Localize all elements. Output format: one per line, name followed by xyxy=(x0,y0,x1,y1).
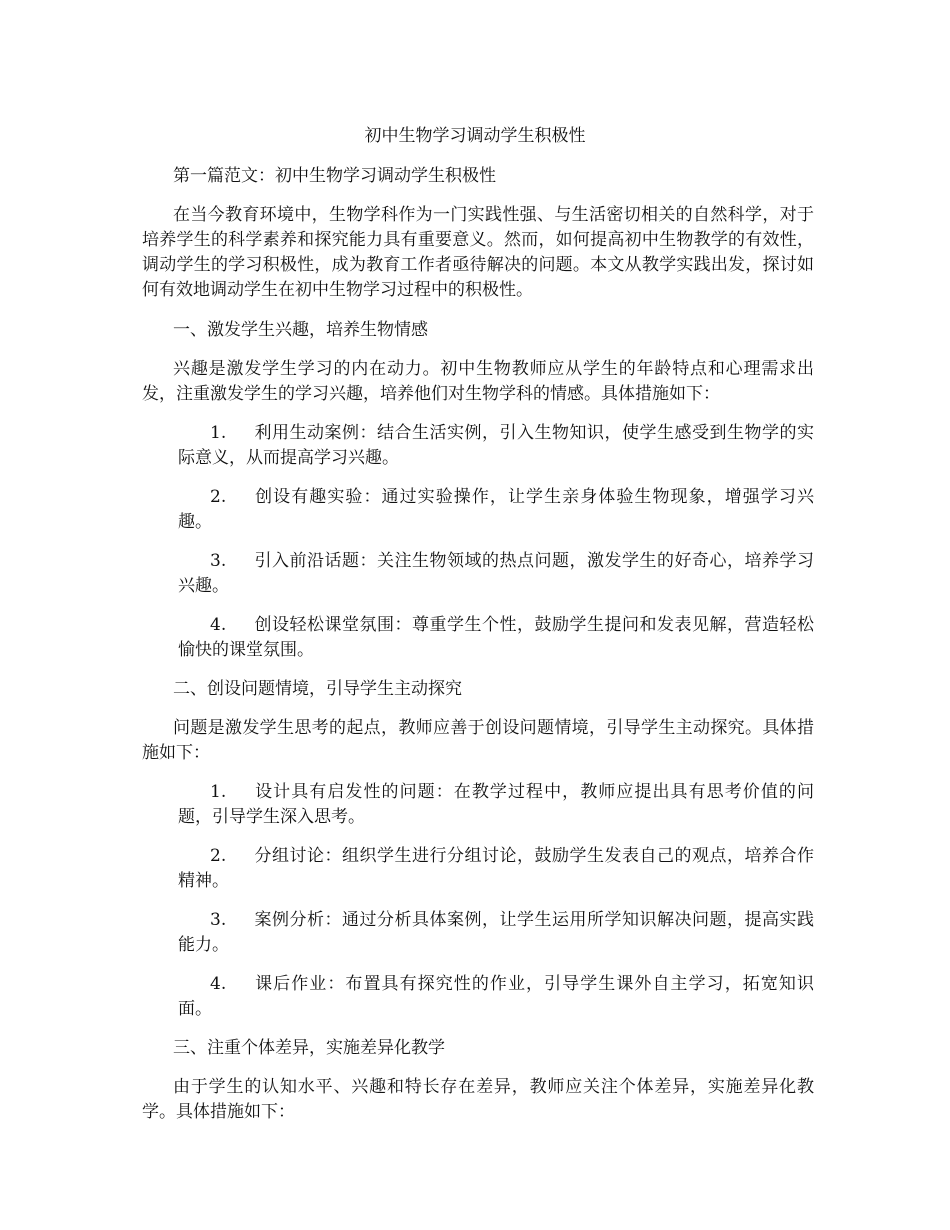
document-title: 初中生物学习调动学生积极性 xyxy=(364,126,586,146)
section-heading: 一、激发学生兴趣，培养生物情感 xyxy=(173,320,428,340)
list-item-text: 引入前沿话题：关注生物领域的热点问题，激发学生的好奇心，培养学习兴趣。 xyxy=(178,551,814,596)
list-item xyxy=(142,549,814,599)
intro-paragraph: 在当今教育环境中，生物学科作为一门实践性强、与生活密切相关的自然科学，对于培养学生的科学素养和探究能力具有重要意义。然而，如何提高初中生物教学的有效性，调动学生的学习积极性，成为教育工作者亟待解决的问题。本文从教学实践出发，探讨如何有效地调动学生在初中生物学习过程中的积极性。 xyxy=(142,205,814,300)
list-item-number: 2. xyxy=(210,846,227,866)
section-paragraph: 问题是激发学生思考的起点，教师应善于创设问题情境，引导学生主动探究。具体措施如下： xyxy=(142,718,814,763)
section-paragraph: 兴趣是激发学生学习的内在动力。初中生物教师应从学生的年龄特点和心理需求出发，注重激发学生的学习兴趣，培养他们对生物学科的情感。具体措施如下： xyxy=(142,359,814,404)
section-paragraph: 由于学生的认知水平、兴趣和特长存在差异，教师应关注个体差异，实施差异化教学。具体措施如下： xyxy=(142,1077,814,1122)
list-item xyxy=(142,780,814,830)
document-body xyxy=(142,164,814,1125)
list-item-text: 课后作业：布置具有探究性的作业，引导学生课外自主学习，拓宽知识面。 xyxy=(178,974,814,1019)
list-item-number: 4. xyxy=(210,974,227,994)
list-item xyxy=(142,421,814,471)
list-item xyxy=(142,485,814,535)
section-heading: 二、创设问题情境，引导学生主动探究 xyxy=(173,679,462,699)
list-item-number: 3. xyxy=(210,910,227,930)
list-item-number: 1. xyxy=(210,423,227,443)
list-item xyxy=(142,972,814,1022)
list-item-number: 2. xyxy=(210,487,227,507)
list-item-number: 4. xyxy=(210,615,227,635)
document-subtitle: 第一篇范文：初中生物学习调动学生积极性 xyxy=(173,166,496,186)
list-item-number: 1. xyxy=(210,782,227,802)
list-item-text: 设计具有启发性的问题：在教学过程中，教师应提出具有思考价值的问题，引导学生深入思考。 xyxy=(178,782,814,827)
list-item xyxy=(142,613,814,663)
list-item-text: 分组讨论：组织学生进行分组讨论，鼓励学生发表自己的观点，培养合作精神。 xyxy=(178,846,814,891)
list-item-text: 创设有趣实验：通过实验操作，让学生亲身体验生物现象，增强学习兴趣。 xyxy=(178,487,814,532)
list-item-number: 3. xyxy=(210,551,227,571)
list-item-text: 创设轻松课堂氛围：尊重学生个性，鼓励学生提问和发表见解，营造轻松愉快的课堂氛围。 xyxy=(178,615,814,660)
list-item-text: 案例分析：通过分析具体案例，让学生运用所学知识解决问题，提高实践能力。 xyxy=(178,910,814,955)
list-item-text: 利用生动案例：结合生活实例，引入生物知识，使学生感受到生物学的实际意义，从而提高学习兴趣。 xyxy=(178,423,814,468)
section-heading: 三、注重个体差异，实施差异化教学 xyxy=(173,1038,445,1058)
list-item xyxy=(142,908,814,958)
list-item xyxy=(142,844,814,894)
